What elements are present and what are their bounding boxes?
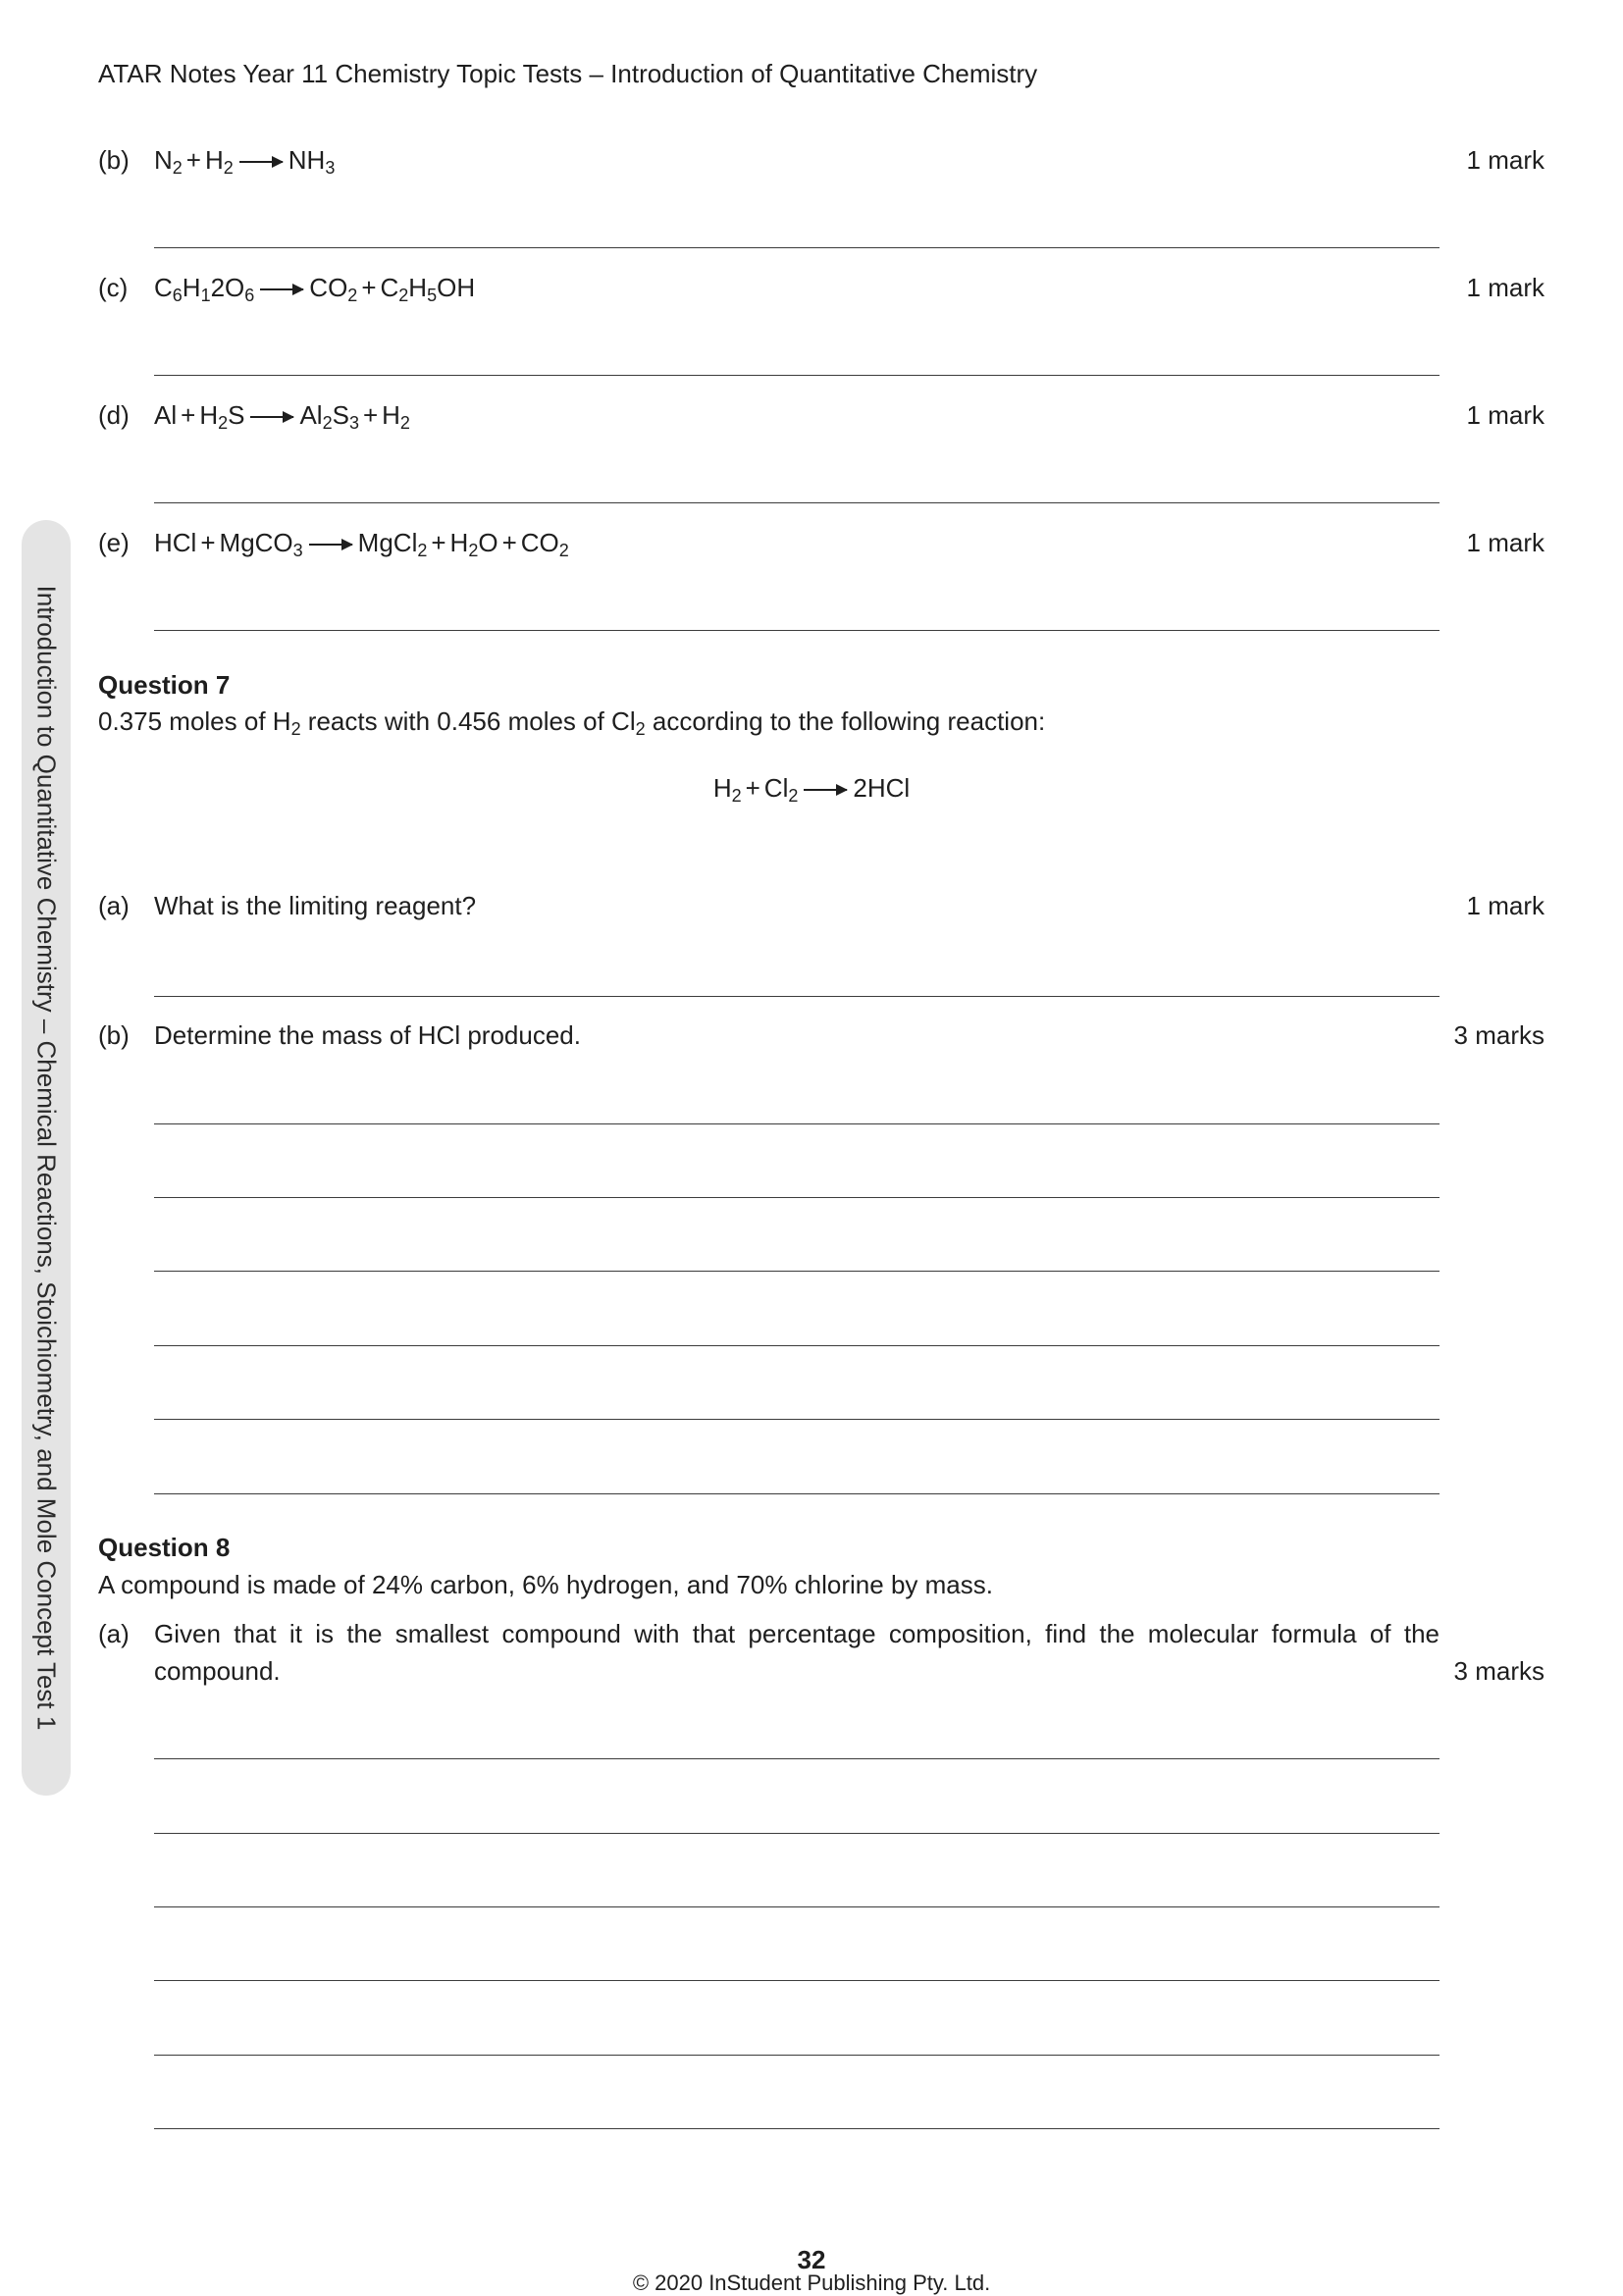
marks-label: 1 mark xyxy=(1466,528,1544,557)
reaction-equation: $H_2 + Cl_2$ 2HCl xyxy=(712,773,911,806)
answer-line[interactable] xyxy=(154,502,1440,503)
answer-line[interactable] xyxy=(154,375,1440,376)
question-text-line1: Given that it is the smallest compound with that percentage composition, find the molecular formula of the xyxy=(154,1619,1440,1648)
question-text-line2: compound. xyxy=(154,1656,281,1686)
part-label: (a) xyxy=(98,1619,130,1648)
reaction-arrow-icon xyxy=(260,288,303,290)
answer-line[interactable] xyxy=(154,996,1440,997)
question-intro: 0.375 moles of $H_2$ reacts with 0.456 moles of $Cl_2$ according to the following reaction: xyxy=(98,706,1046,739)
answer-line[interactable] xyxy=(154,2128,1440,2129)
marks-label: 3 marks xyxy=(1453,1656,1544,1686)
answer-line[interactable] xyxy=(154,247,1440,248)
answer-line[interactable] xyxy=(154,2055,1440,2056)
equation-6c: $C_6H_12O_6$ $CO_2 + C_2H_5OH$ xyxy=(154,273,476,305)
reaction-arrow-icon xyxy=(250,416,293,418)
answer-line[interactable] xyxy=(154,630,1440,631)
question-title: Question 7 xyxy=(98,670,231,700)
part-label: (e) xyxy=(98,528,130,557)
answer-line[interactable] xyxy=(154,1419,1440,1420)
answer-line[interactable] xyxy=(154,1197,1440,1198)
answer-line[interactable] xyxy=(154,1345,1440,1346)
question-text: Determine the mass of HCl produced. xyxy=(154,1020,581,1050)
answer-line[interactable] xyxy=(154,1493,1440,1494)
question-text: What is the limiting reagent? xyxy=(154,891,477,920)
running-header: ATAR Notes Year 11 Chemistry Topic Tests – Introduction of Quantitative Chemistry xyxy=(98,59,1038,88)
page-number: 32 xyxy=(797,2245,826,2274)
marks-label: 3 marks xyxy=(1453,1020,1544,1050)
copyright: © 2020 InStudent Publishing Pty. Ltd. xyxy=(632,2270,991,2295)
answer-line[interactable] xyxy=(154,1906,1440,1907)
reaction-arrow-icon xyxy=(239,161,283,163)
equation-6b: $N_2 + H_2$ $NH_3$ xyxy=(154,145,336,178)
part-label: (d) xyxy=(98,400,130,430)
part-label: (b) xyxy=(98,1020,130,1050)
marks-label: 1 mark xyxy=(1466,145,1544,175)
part-label: (c) xyxy=(98,273,129,302)
answer-line[interactable] xyxy=(154,1123,1440,1124)
part-label: (a) xyxy=(98,891,130,920)
equation-6e: HCl + MgCO$_3$ MgCl$_2$ + $H_2O + CO_2$ xyxy=(154,528,569,560)
answer-line[interactable] xyxy=(154,1271,1440,1272)
marks-label: 1 mark xyxy=(1466,400,1544,430)
marks-label: 1 mark xyxy=(1466,273,1544,302)
question-intro: A compound is made of 24% carbon, 6% hydrogen, and 70% chlorine by mass. xyxy=(98,1570,993,1599)
answer-line[interactable] xyxy=(154,1833,1440,1834)
question-title: Question 8 xyxy=(98,1533,231,1562)
answer-line[interactable] xyxy=(154,1980,1440,1981)
marks-label: 1 mark xyxy=(1466,891,1544,920)
reaction-arrow-icon xyxy=(804,789,847,791)
equation-6d: $Al + H_2S$ $Al_2S_3 + H_2$ xyxy=(154,400,410,433)
side-tab-label: Introduction to Quantitative Chemistry – Chemical Reactions, Stoichiometry, and Mole Concept Test 1 xyxy=(31,585,62,1731)
answer-line[interactable] xyxy=(154,1758,1440,1759)
reaction-arrow-icon xyxy=(309,544,352,546)
part-label: (b) xyxy=(98,145,130,175)
